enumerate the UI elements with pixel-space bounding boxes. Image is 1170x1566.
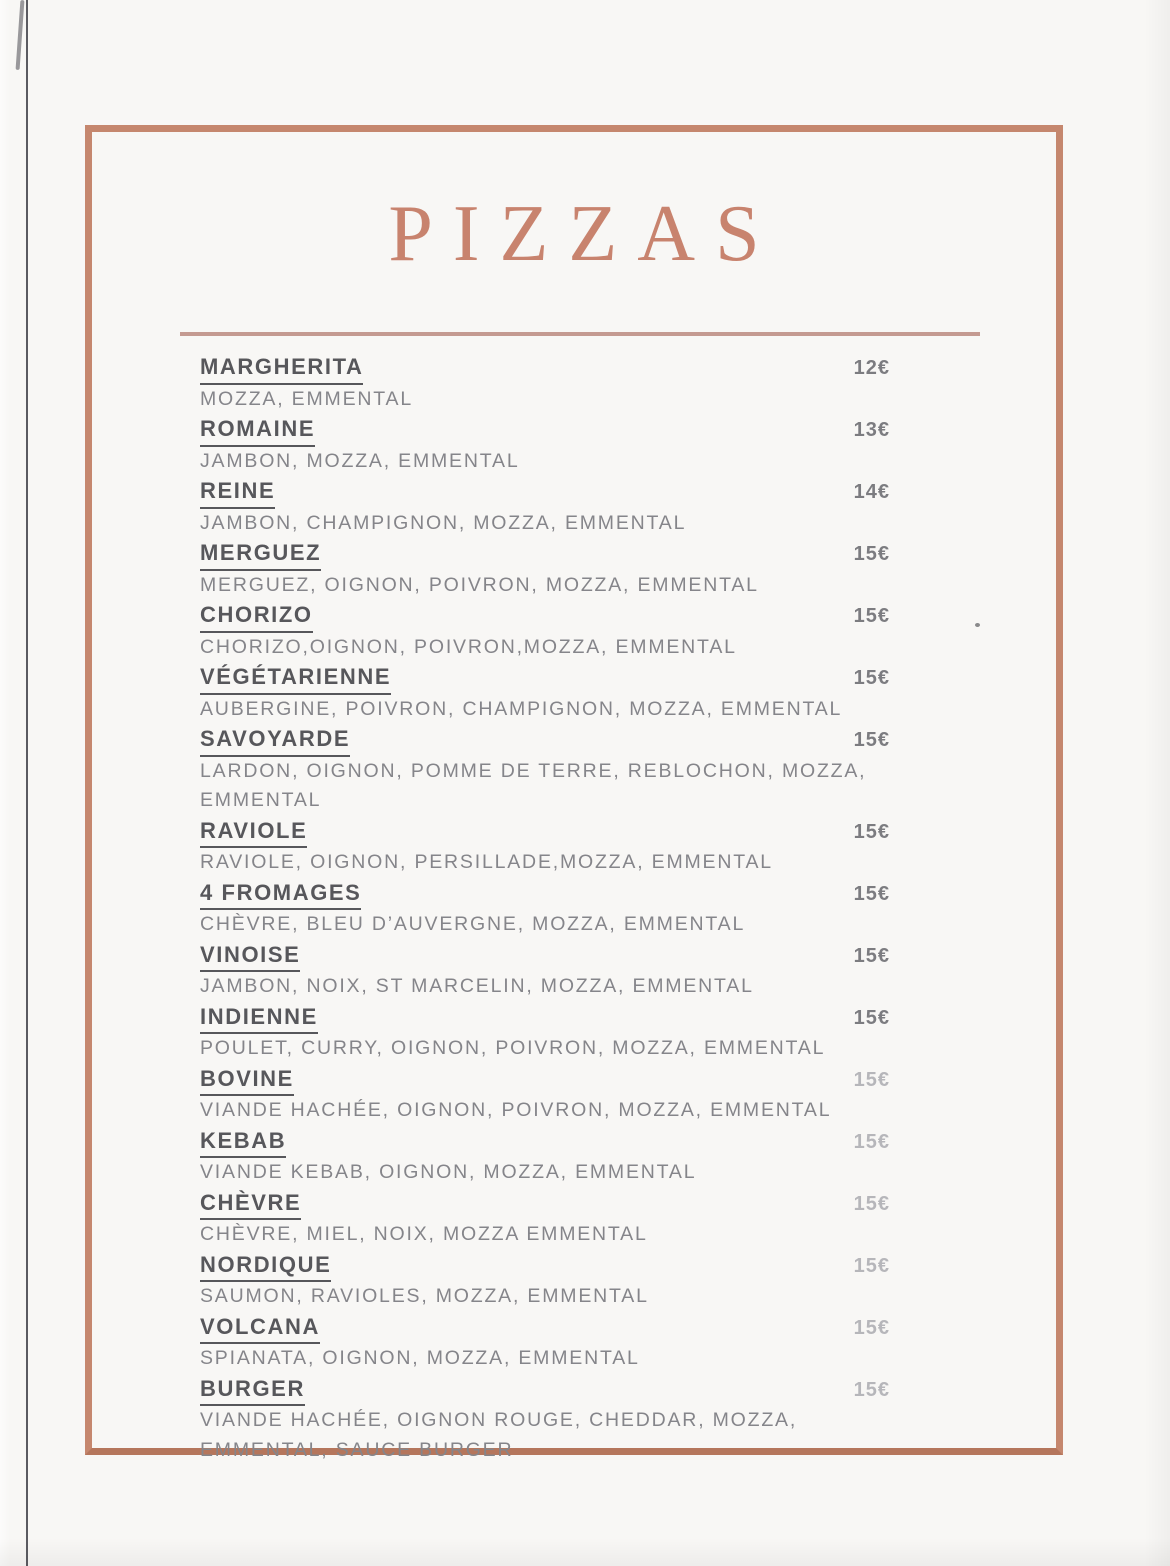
menu-item-price: 15€: [853, 944, 890, 967]
menu-item: [200, 662, 890, 724]
menu-item: [200, 1126, 890, 1188]
menu-item-header: [200, 1064, 890, 1097]
menu-item-header: [200, 724, 890, 757]
menu-item-price: 15€: [853, 1378, 890, 1401]
menu-item-ingredients: LARDON, OIGNON, POMME DE TERRE, REBLOCHON, MOZZA, EMMENTAL: [200, 759, 867, 811]
menu-item: [200, 940, 890, 1002]
menu-item-header: [200, 1188, 890, 1221]
menu-item-ingredients: SPIANATA, OIGNON, MOZZA, EMMENTAL: [200, 1347, 640, 1369]
menu-item-ingredients: AUBERGINE, POIVRON, CHAMPIGNON, MOZZA, EMMENTAL: [200, 697, 843, 720]
menu-item-ingredients: CHORIZO,OIGNON, POIVRON,MOZZA, EMMENTAL: [200, 635, 737, 658]
menu-item-price: 13€: [853, 419, 890, 441]
menu-item-price: 14€: [853, 481, 890, 503]
menu-item-name: NORDIQUE: [200, 1250, 331, 1283]
menu-item-price: 15€: [853, 1316, 890, 1339]
menu-item-ingredients: JAMBON, MOZZA, EMMENTAL: [200, 449, 520, 472]
menu-item-name: KEBAB: [200, 1126, 286, 1159]
menu-item-ingredients: VIANDE HACHÉE, OIGNON, POIVRON, MOZZA, EMMENTAL: [200, 1099, 832, 1121]
menu-item-price: 15€: [853, 882, 890, 905]
menu-item-ingredients: MERGUEZ, OIGNON, POIVRON, MOZZA, EMMENTAL: [200, 573, 759, 596]
menu-item: [200, 414, 890, 476]
menu-item: [200, 1064, 890, 1126]
menu-item-header: [200, 1002, 890, 1035]
menu-item-ingredients: JAMBON, NOIX, ST MARCELIN, MOZZA, EMMENTAL: [200, 975, 754, 997]
menu-item-name: REINE: [200, 476, 275, 509]
menu-item: [200, 1250, 890, 1312]
menu-item-ingredients: POULET, CURRY, OIGNON, POIVRON, MOZZA, EMMENTAL: [200, 1037, 826, 1059]
menu-item-price: 15€: [853, 820, 890, 843]
menu-item-header: [200, 600, 890, 633]
menu-item-name: VINOISE: [200, 940, 300, 973]
menu-item: [200, 816, 890, 878]
menu-item-ingredients: VIANDE HACHÉE, OIGNON ROUGE, CHEDDAR, MOZZA, EMMENTAL, SAUCE BURGER: [200, 1409, 798, 1461]
menu-item-header: [200, 1374, 890, 1407]
scan-edge-artifact-smudge: [16, 0, 25, 70]
menu-item-header: [200, 1312, 890, 1345]
menu-item: [200, 538, 890, 600]
menu-item-header: [200, 940, 890, 973]
menu-item-name: SAVOYARDE: [200, 724, 350, 757]
menu-item-price: 15€: [853, 1130, 890, 1153]
menu-list: [200, 352, 890, 1465]
menu-item-name: MARGHERITA: [200, 352, 363, 385]
menu-item: [200, 1002, 890, 1064]
menu-item: [200, 1374, 890, 1466]
menu-item-name: RAVIOLE: [200, 816, 307, 849]
menu-item: [200, 1312, 890, 1374]
menu-item-name: MERGUEZ: [200, 538, 321, 571]
menu-item-price: 15€: [853, 543, 890, 565]
menu-item-price: 12€: [853, 357, 890, 379]
menu-item-header: [200, 538, 890, 571]
menu-item-name: BOVINE: [200, 1064, 294, 1097]
menu-item-header: [200, 878, 890, 911]
menu-border-frame: [85, 125, 1063, 1461]
menu-item-header: [200, 1250, 890, 1283]
menu-item-ingredients: MOZZA, EMMENTAL: [200, 387, 413, 410]
menu-item-price: 15€: [853, 667, 890, 689]
menu-item-name: VOLCANA: [200, 1312, 320, 1345]
menu-item-price: 15€: [853, 1068, 890, 1091]
menu-item: [200, 352, 890, 414]
menu-item: [200, 476, 890, 538]
menu-item-price: 15€: [853, 1192, 890, 1215]
menu-item-ingredients: RAVIOLE, OIGNON, PERSILLADE,MOZZA, EMMENTAL: [200, 851, 773, 873]
menu-item-ingredients: JAMBON, CHAMPIGNON, MOZZA, EMMENTAL: [200, 511, 687, 534]
menu-item-name: 4 FROMAGES: [200, 878, 361, 911]
menu-item: [200, 724, 890, 816]
menu-item-ingredients: CHÈVRE, BLEU D’AUVERGNE, MOZZA, EMMENTAL: [200, 913, 746, 935]
menu-item: [200, 600, 890, 662]
menu-item-name: ROMAINE: [200, 414, 315, 447]
menu-item-ingredients: SAUMON, RAVIOLES, MOZZA, EMMENTAL: [200, 1285, 649, 1307]
menu-item-ingredients: VIANDE KEBAB, OIGNON, MOZZA, EMMENTAL: [200, 1161, 697, 1183]
menu-item-ingredients: CHÈVRE, MIEL, NOIX, MOZZA EMMENTAL: [200, 1223, 648, 1245]
page-title: PIZZAS: [388, 190, 780, 278]
menu-item-header: [200, 1126, 890, 1159]
menu-item-name: VÉGÉTARIENNE: [200, 662, 391, 695]
menu-item-header: [200, 476, 890, 509]
menu-item-name: BURGER: [200, 1374, 305, 1407]
title-divider-rule: [180, 332, 980, 336]
scan-edge-artifact-line: [26, 0, 28, 1566]
menu-item-price: 15€: [853, 605, 890, 627]
menu-item-price: 15€: [853, 1254, 890, 1277]
menu-item-header: [200, 414, 890, 447]
menu-item-price: 15€: [853, 1006, 890, 1029]
menu-item-name: CHORIZO: [200, 600, 313, 633]
menu-item-header: [200, 352, 890, 385]
menu-item: [200, 878, 890, 940]
menu-item-header: [200, 662, 890, 695]
menu-item-name: INDIENNE: [200, 1002, 318, 1035]
menu-item: [200, 1188, 890, 1250]
menu-item-name: CHÈVRE: [200, 1188, 301, 1221]
menu-item-price: 15€: [853, 729, 890, 751]
menu-item-header: [200, 816, 890, 849]
